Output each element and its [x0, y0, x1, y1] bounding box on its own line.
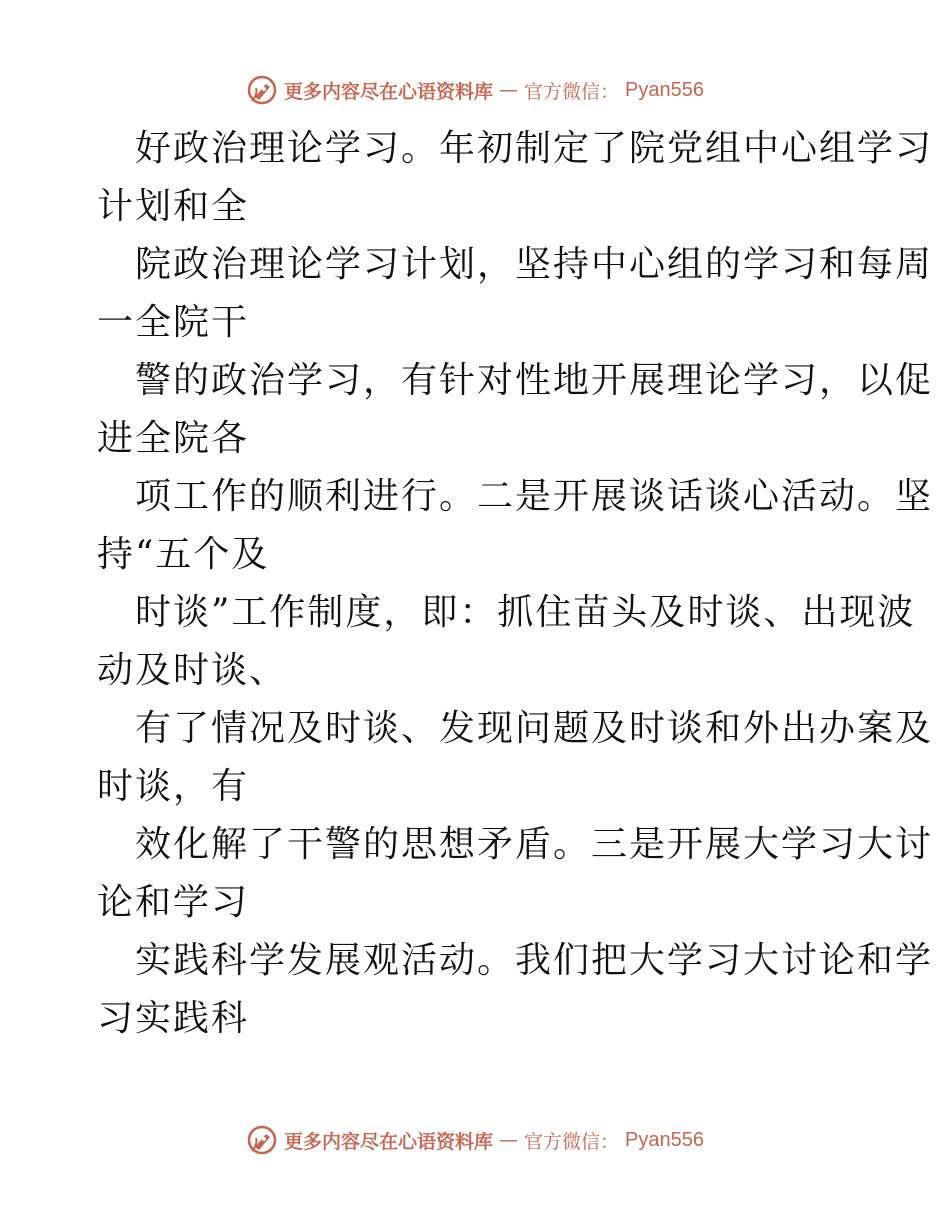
paragraph — [97, 468, 934, 584]
header-banner-subtitle: 官方微信： — [524, 80, 620, 103]
footer-banner-id: Pyan556 — [625, 1128, 704, 1151]
paragraph-line: 好政治理论学习。年初制定了院党组中心组学习 — [135, 128, 934, 169]
paragraph — [97, 816, 934, 932]
document-body — [97, 120, 934, 1048]
paragraph — [97, 352, 934, 468]
paragraph-line: 时谈，有 — [97, 766, 250, 807]
header-banner-title: 更多内容尽在心语资料库 — [284, 80, 494, 103]
paragraph-line: 动及时谈、 — [97, 650, 288, 691]
footer-watermark-banner — [0, 1120, 950, 1160]
footer-banner-dash: — — [499, 1129, 519, 1151]
paragraph-line: 有了情况及时谈、发现问题及时谈和外出办案及 — [135, 708, 934, 749]
paragraph — [97, 932, 934, 1048]
paragraph-line: 习实践科 — [97, 998, 250, 1039]
paragraph-line: 警的政治学习，有针对性地开展理论学习，以促 — [135, 360, 934, 401]
paragraph-line: 院政治理论学习计划，坚持中心组的学习和每周 — [135, 244, 934, 285]
paragraph-line: 一全院干 — [97, 302, 250, 343]
paragraph-line: 项工作的顺利进行。二是开展谈话谈心活动。坚 — [135, 476, 934, 517]
header-banner-id: Pyan556 — [625, 78, 704, 101]
header-watermark-banner — [0, 70, 950, 110]
paragraph-line: 持“五个及 — [97, 534, 270, 575]
pen-nib-logo-icon — [246, 1124, 278, 1156]
paragraph — [97, 700, 934, 816]
paragraph-line: 效化解了干警的思想矛盾。三是开展大学习大讨 — [135, 824, 934, 865]
paragraph-line: 计划和全 — [97, 186, 250, 227]
paragraph-line: 进全院各 — [97, 418, 250, 459]
pen-nib-logo-icon — [246, 74, 278, 106]
header-banner-dash: — — [499, 79, 519, 101]
paragraph-line: 论和学习 — [97, 882, 250, 923]
footer-banner-subtitle: 官方微信： — [524, 1130, 620, 1153]
paragraph — [97, 236, 934, 352]
paragraph-line: 时谈”工作制度，即：抓住苗头及时谈、出现波 — [135, 592, 916, 633]
paragraph-line: 实践科学发展观活动。我们把大学习大讨论和学 — [135, 940, 934, 981]
footer-banner-title: 更多内容尽在心语资料库 — [284, 1130, 494, 1153]
paragraph — [97, 120, 934, 236]
paragraph — [97, 584, 916, 700]
